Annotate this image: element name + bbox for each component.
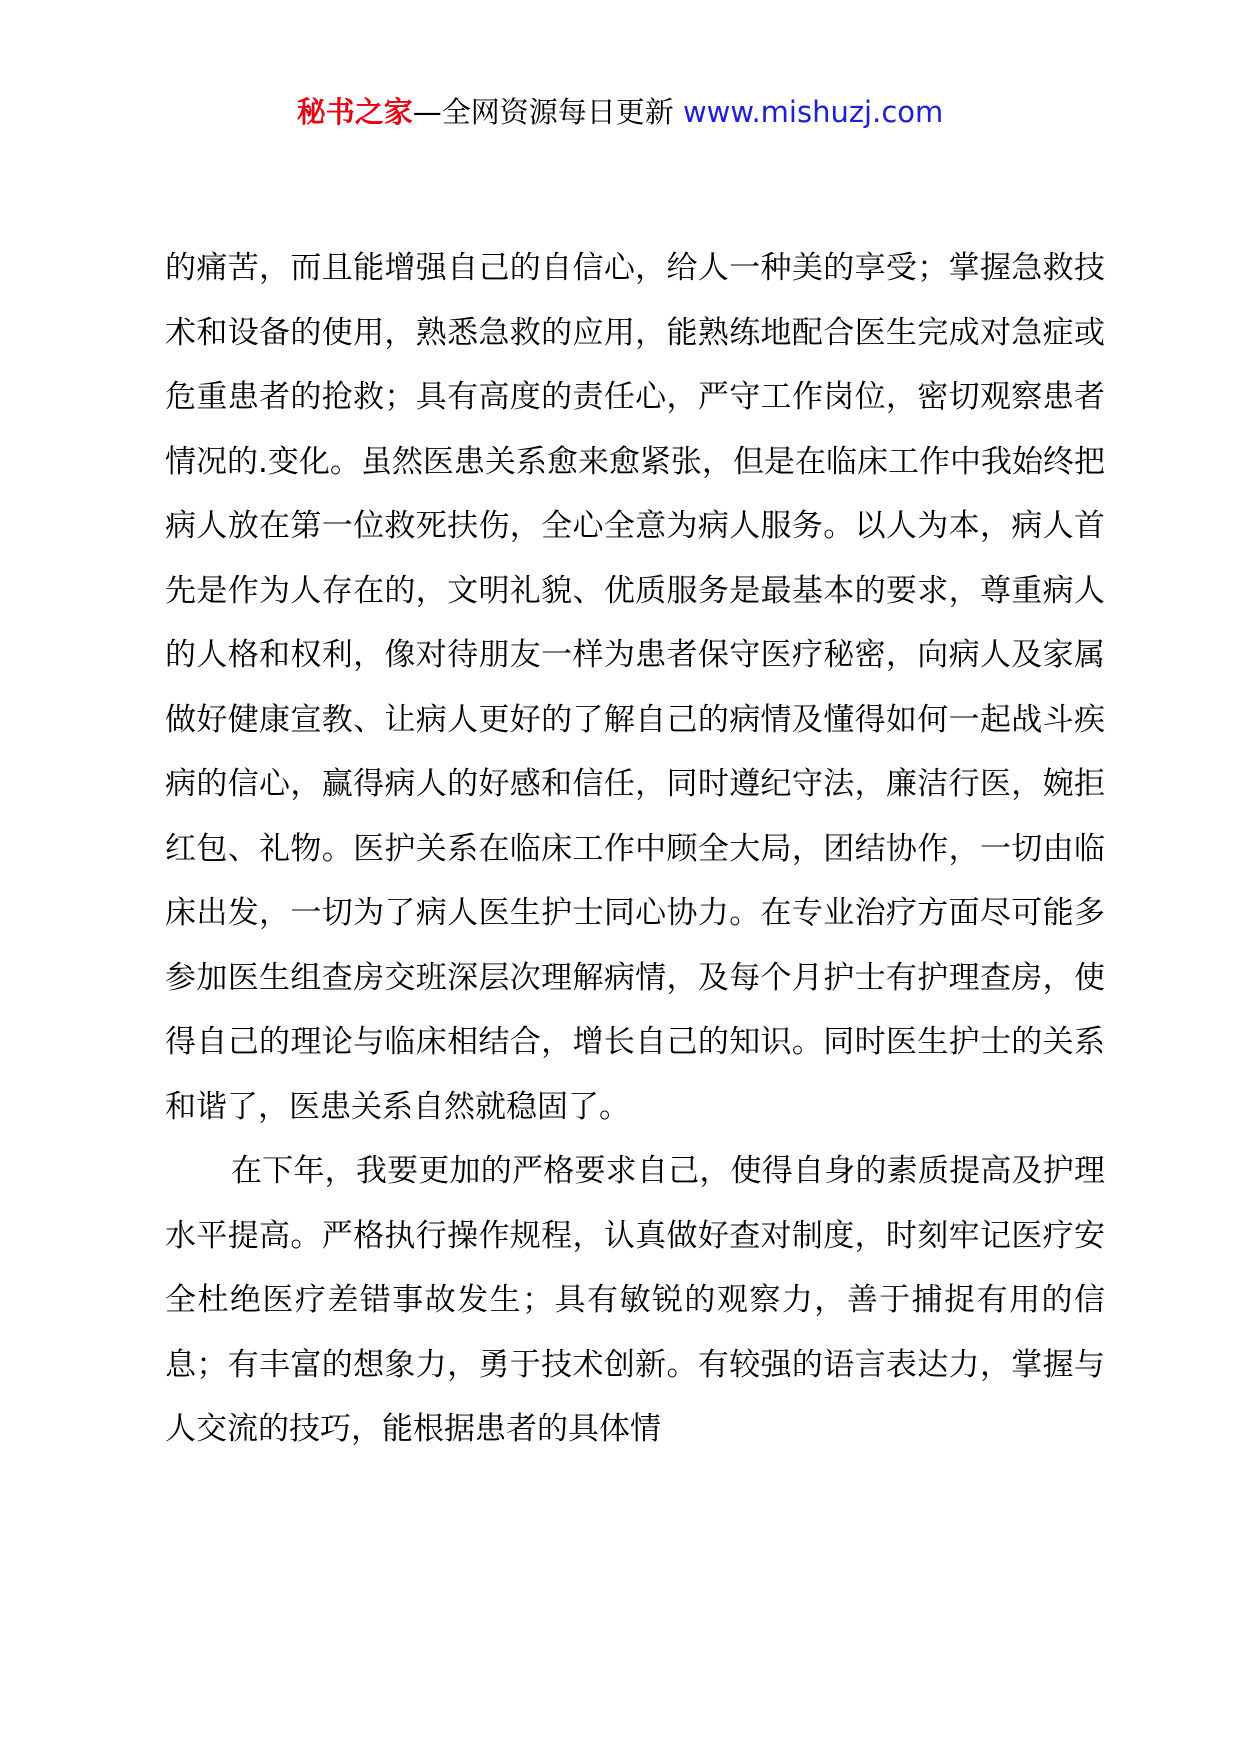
page-header <box>0 92 1240 132</box>
header-tagline: —全网资源每日更新 <box>412 95 674 129</box>
paragraph-next-year-plan: 在下年，我要更加的严格要求自己，使得自身的素质提高及护理水平提高。严格执行操作规程，认真做好查对制度，时刻牢记医疗安全杜绝医疗差错事故发生；具有敏锐的观察力，善于捕捉有用的信息；有丰富的想象力，勇于技术创新。有较强的语言表达力，掌握与人交流的技巧，能根据患者的具体情 <box>165 1153 1105 1447</box>
site-url-link[interactable]: www.mishuzj.com <box>682 95 944 129</box>
brand-name: 秘书之家 <box>296 95 413 129</box>
paragraph-continued: 的痛苦，而且能增强自己的自信心，给人一种美的享受；掌握急救技术和设备的使用，熟悉急救的应用，能熟练地配合医生完成对急症或危重患者的抢救；具有高度的责任心，严守工作岗位，密切观察患者情况的.变化。虽然医患关系愈来愈紧张，但是在临床工作中我始终把病人放在第一位救死扶伤，全心全意为病人服务。以人为本，病人首先是作为人存在的，文明礼貌、优质服务是最基本的要求，尊重病人的人格和权利，像对待朋友一样为患者保守医疗秘密，向病人及家属做好健康宣教、让病人更好的了解自己的病情及懂得如何一起战斗疾病的信心，赢得病人的好感和信任，同时遵纪守法，廉洁行医，婉拒红包、礼物。医护关系在临床工作中顾全大局，团结协作，一切由临床出发，一切为了病人医生护士同心协力。在专业治疗方面尽可能多参加医生组查房交班深层次理解病情，及每个月护士有护理查房，使得自己的理论与临床相结合，增长自己的知识。同时医生护士的关系和谐了，医患关系自然就稳固了。 <box>165 250 1105 1125</box>
document-body <box>165 236 1105 1462</box>
